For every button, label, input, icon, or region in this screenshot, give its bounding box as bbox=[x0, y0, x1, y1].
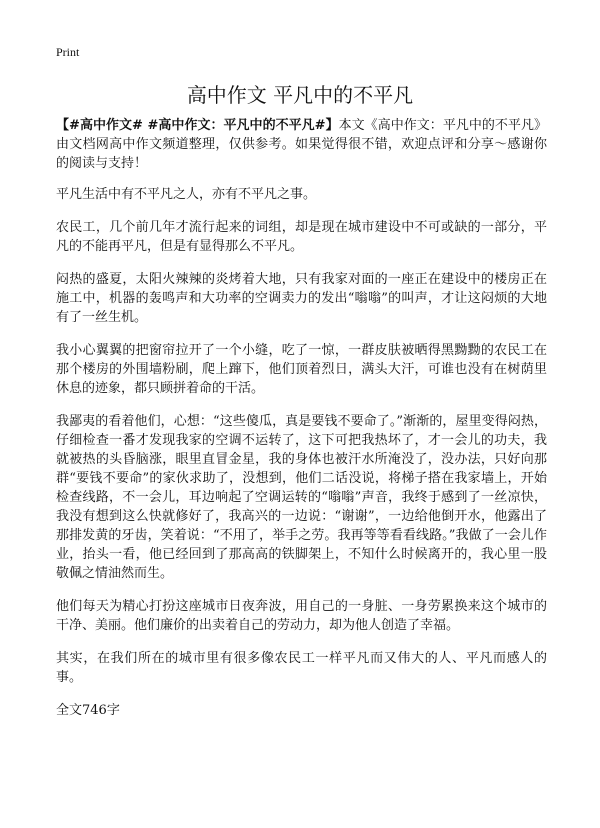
paragraph: 我鄙夷的看着他们，心想：“这些傻瓜，真是要钱不要命了。”渐渐的，屋里变得闷热，仔细检查一番才发现我家的空调不运转了，这下可把我热坏了，才一会儿的功夫，我就被热的头昏脑涨，眼里直冒金星，我的身体也被汗水所淹没了，没办法，只好向那群“要钱不要命”的家伙求助了，没想到，他们二话没说，将梯子搭在我家墙上，开始检查线路，不一会儿，耳边响起了空调运转的“嗡嗡”声音，我终于感到了一丝凉快，我没有想到这么快就修好了，我高兴的一边说：“谢谢”，一边给他倒开水，他露出了那排发黄的牙齿，笑着说：“不用了，举手之劳。我再等等看看线路。”我做了一会儿作业，抬头一看，他已经回到了那高高的铁脚架上，不知什么时候离开的，我心里一股敬佩之情油然而生。 bbox=[56, 414, 547, 581]
paragraph: 平凡生活中有不平凡之人，亦有不平凡之事。 bbox=[56, 187, 317, 202]
article-title: 高中作文 平凡中的不平凡 bbox=[186, 83, 414, 107]
paragraph: 其实，在我们所在的城市里有很多像农民工一样平凡而又伟大的人、平凡而感人的事。 bbox=[56, 651, 547, 685]
paragraph: 闷热的盛夏，太阳火辣辣的炎烤着大地，只有我家对面的一座正在建设中的楼房正在施工中，机器的轰鸣声和大功率的空调卖力的发出“嗡嗡”的叫声，才让这闷烦的大地有了一丝生机。 bbox=[56, 272, 547, 325]
print-label[interactable]: Print bbox=[56, 45, 80, 59]
article-body bbox=[56, 116, 547, 734]
word-count: 全文746字 bbox=[56, 703, 120, 718]
paragraph: 农民工，几个前几年才流行起来的词组，却是现在城市建设中不可或缺的一部分，平凡的不能再平凡，但是有显得那么不平凡。 bbox=[56, 220, 547, 254]
intro-text: 本文《高中作文：平凡中的不平凡》由文档网高中作文频道整理，仅供参考。如果觉得很不错，欢迎点评和分享～感谢你的阅读与支持！ bbox=[56, 118, 547, 171]
paragraph: 他们每天为精心打扮这座城市日夜奔波，用自己的一身脏、一身劳累换来这个城市的干净、美丽。他们廉价的出卖着自己的劳动力，却为他人创造了幸福。 bbox=[56, 599, 547, 633]
paragraph: 我小心翼翼的把窗帘拉开了一个小缝，吃了一惊，一群皮肤被晒得黑黝黝的农民工在那个楼房的外围墙粉刷，爬上蹿下，他们顶着烈日，满头大汗，可谁也没有在树荫里休息的迹象，都只顾拼着命的干活。 bbox=[56, 343, 547, 396]
intro-tag: 【#高中作文# #高中作文：平凡中的不平凡#】 bbox=[56, 118, 339, 133]
intro-paragraph bbox=[56, 116, 547, 173]
